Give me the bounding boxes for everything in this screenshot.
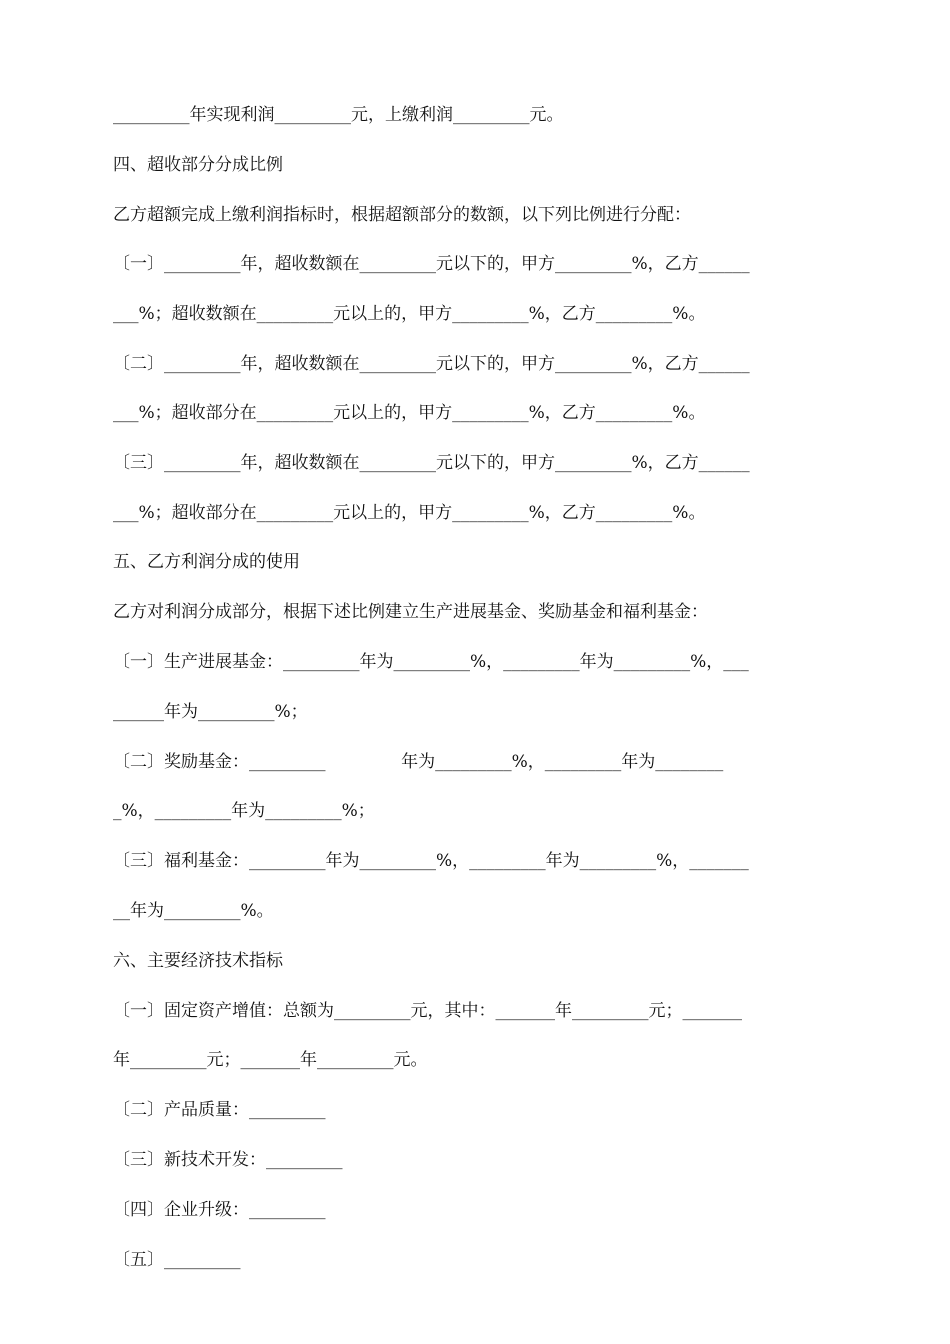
text-line-new-tech: 〔三〕新技术开发：_________ (113, 1150, 343, 1170)
text-line-quality: 〔二〕产品质量：_________ (113, 1100, 326, 1120)
text-line-excess-1b: ___%；超收数额在_________元以上的，甲方_________%，乙方_________%。 (113, 304, 706, 324)
text-line-profit-target: _________年实现利润_________元，上缴利润_________元。 (113, 105, 564, 125)
text-line-excess-3a: 〔三〕_________年，超收数额在_________元以下的，甲方_________%，乙方______ (113, 453, 750, 473)
text-line-excess-2a: 〔二〕_________年，超收数额在_________元以下的，甲方_________%，乙方______ (113, 354, 750, 374)
text-line-fund-2a: 〔二〕奖励基金：_________ 年为_________%，_________年为________ (113, 752, 724, 772)
text-line-excess-2b: ___%；超收部分在_________元以上的，甲方_________%，乙方_________%。 (113, 403, 706, 423)
text-line-excess-3b: ___%；超收部分在_________元以上的，甲方_________%，乙方_________%。 (113, 503, 706, 523)
heading-section-5: 五、乙方利润分成的使用 (113, 552, 300, 572)
heading-section-4: 四、超收部分分成比例 (113, 155, 283, 175)
text-line-fund-2b: _%，_________年为_________%； (113, 801, 375, 821)
text-line-asset-b: 年_________元；_______年_________元。 (113, 1050, 428, 1070)
text-line-fund-3b: __年为_________%。 (113, 901, 274, 921)
text-line-fund-1a: 〔一〕生产进展基金：_________年为_________%，_________年为_________%，___ (113, 652, 749, 672)
heading-section-6: 六、主要经济技术指标 (113, 951, 283, 971)
text-line-fund-1b: ______年为_________%； (113, 702, 308, 722)
text-line-asset-a: 〔一〕固定资产增值：总额为_________元，其中：_______年_________元；_______ (113, 1001, 742, 1021)
text-line-fund-intro: 乙方对利润分成部分，根据下述比例建立生产进展基金、奖励基金和福利基金： (113, 602, 708, 622)
text-line-item-5: 〔五〕_________ (113, 1250, 241, 1270)
text-line-fund-3a: 〔三〕福利基金：_________年为_________%，_________年为_________%，_______ (113, 851, 749, 871)
text-line-upgrade: 〔四〕企业升级：_________ (113, 1200, 326, 1220)
text-line-excess-intro: 乙方超额完成上缴利润指标时，根据超额部分的数额，以下列比例进行分配： (113, 205, 691, 225)
text-line-excess-1a: 〔一〕_________年，超收数额在_________元以下的，甲方_________%，乙方______ (113, 254, 750, 274)
